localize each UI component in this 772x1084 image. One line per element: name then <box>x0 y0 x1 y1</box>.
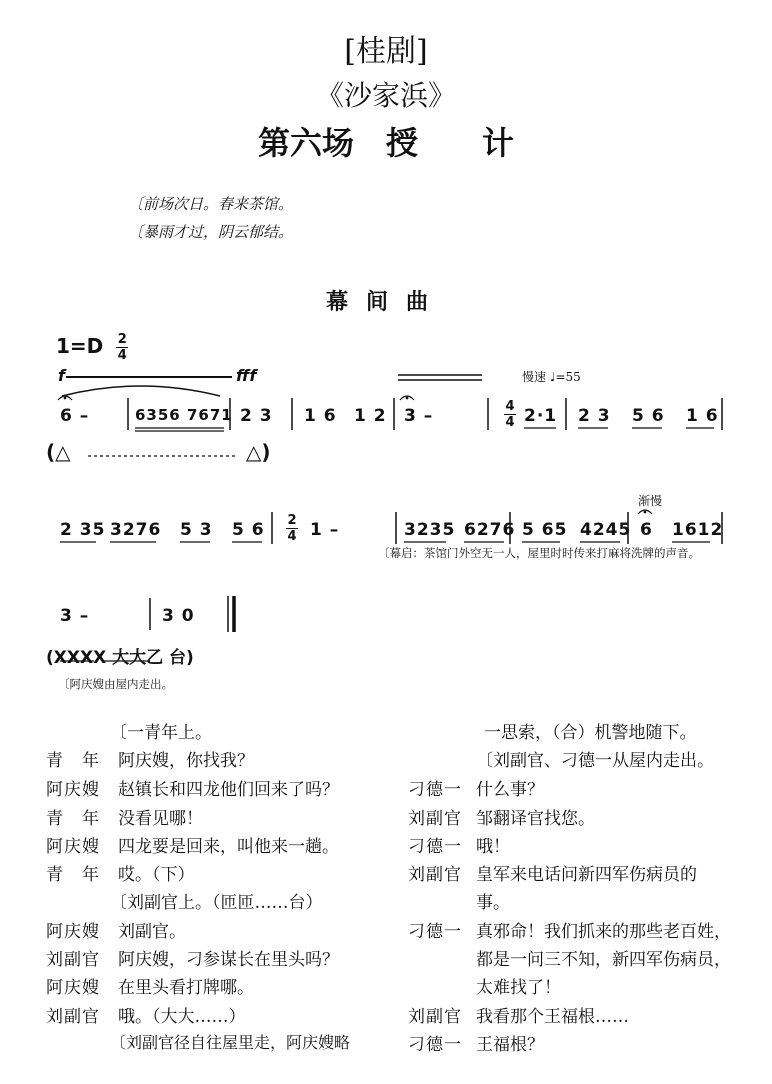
speaker-label: 青 年 <box>46 809 100 829</box>
stage-direction: 〔刘副官上。（匝匝……台） <box>110 893 323 913</box>
time-num: 2 <box>287 513 297 528</box>
dialogue-line: 太难找了！ <box>476 978 561 998</box>
speaker-label: 青 年 <box>46 751 100 771</box>
percussion-start: (△ <box>46 440 71 464</box>
score-note: 3 0 <box>162 606 195 626</box>
speaker-label: 刁德一 <box>408 780 462 800</box>
dialogue-line: 赵镇长和四龙他们回来了吗？ <box>118 780 339 800</box>
genre-label: [桂剧] <box>344 34 428 69</box>
score-note: 2 3 <box>578 406 611 426</box>
dialogue-line: 阿庆嫂，刁参谋长在里头吗？ <box>118 950 339 970</box>
speaker-label: 刁德一 <box>408 922 462 942</box>
dialogue-line: 事。 <box>476 893 510 913</box>
percussion-end: △) <box>246 440 271 464</box>
dialogue-line: 哦。（大大……） <box>118 1007 246 1027</box>
tempo-marking: 慢速 ♩=55 <box>522 370 581 384</box>
speaker-label: 阿庆嫂 <box>46 978 100 998</box>
score-note: 1 2 <box>354 406 387 426</box>
score-note: 6276 <box>464 520 516 540</box>
score-note: 3235 <box>404 520 456 540</box>
dialogue-line: 什么事？ <box>476 780 544 800</box>
time-den: 4 <box>117 348 127 363</box>
speaker-label: 青 年 <box>46 865 100 885</box>
percussion-pattern: (XXXX 大大乙 台) <box>46 648 194 668</box>
speaker-label: 刘副官 <box>46 1007 100 1027</box>
score-note: 2 35 <box>60 520 106 540</box>
stage-direction: 〔刘副官、刁德一从屋内走出。 <box>476 751 714 771</box>
dynamic-fff: fff <box>236 366 257 385</box>
score-note: 1612 <box>672 520 724 540</box>
speaker-label: 阿庆嫂 <box>46 780 100 800</box>
score-note: 2·1 <box>524 406 558 426</box>
score-note: 1 – <box>310 520 340 540</box>
score-note: 3276 <box>110 520 162 540</box>
scene-title: 第六场 授 计 <box>257 124 514 162</box>
speaker-label: 刁德一 <box>408 1035 462 1055</box>
dynamic-f: f <box>58 366 65 385</box>
key-label: 1=D <box>56 334 104 358</box>
dialogue-line: 我看那个王福根…… <box>476 1007 629 1027</box>
stage-note-1: 〔前场次日。春来茶馆。 <box>128 195 294 213</box>
speaker-label: 刘副官 <box>46 950 100 970</box>
stage-cue: 〔阿庆嫂由屋内走出。 <box>58 677 173 691</box>
time-den: 4 <box>505 415 515 430</box>
score-note: 5 3 <box>180 520 213 540</box>
stage-cue: 〔幕启：茶馆门外空无一人，屋里时时传来打麻将洗牌的声音。 <box>378 546 700 560</box>
score-note: 6356 7671 <box>135 406 233 424</box>
play-title: 《沙家浜》 <box>315 79 456 112</box>
score-note: 5 6 <box>232 520 265 540</box>
speaker-label: 刘副官 <box>408 1007 462 1027</box>
score-note: 3 – <box>404 406 434 426</box>
dialogue-line: 在里头看打牌哪。 <box>118 978 254 998</box>
score-note: 5 6 <box>632 406 665 426</box>
dialogue-line: 阿庆嫂，你找我？ <box>118 751 254 771</box>
speaker-label: 阿庆嫂 <box>46 837 100 857</box>
score-note: 5 65 <box>522 520 568 540</box>
time-den: 4 <box>287 529 297 544</box>
score-note: 4245 <box>580 520 632 540</box>
dialogue-line: 哎。（下） <box>118 865 195 885</box>
score-note: 3 – <box>60 606 90 626</box>
time-num: 2 <box>117 332 127 347</box>
speaker-label: 刘副官 <box>408 809 462 829</box>
score-note: 1 6 <box>304 406 337 426</box>
dialogue-line: 没看见哪！ <box>118 809 203 829</box>
dialogue-line: 哦！ <box>476 837 510 857</box>
speaker-label: 刘副官 <box>408 865 462 885</box>
speaker-label: 刁德一 <box>408 837 462 857</box>
score-note: 6 – <box>60 406 90 426</box>
dialogue-line: 皇军来电话问新四军伤病员的 <box>476 865 697 885</box>
time-num: 4 <box>505 399 515 414</box>
stage-direction: 〔刘副官径自往屋里走，阿庆嫂略 <box>110 1033 351 1052</box>
tempo-change-marking: 渐慢 <box>638 494 663 508</box>
score-note: 1 6 <box>686 406 719 426</box>
dialogue-line: 邹翻译官找您。 <box>476 809 595 829</box>
stage-note-2: 〔暴雨才过，阴云郁结。 <box>128 223 294 241</box>
score-note: 2 3 <box>240 406 273 426</box>
interlude-title: 幕间曲 <box>325 290 446 315</box>
dialogue-line: 四龙要是回来，叫他来一趟。 <box>118 837 339 857</box>
dialogue-line: 真邪命！我们抓来的那些老百姓， <box>476 922 731 942</box>
score-note: 6 <box>640 520 653 540</box>
speaker-label: 阿庆嫂 <box>46 922 100 942</box>
dialogue-line: 刘副官。 <box>118 922 186 942</box>
stage-direction: 一思索，（合）机警地随下。 <box>484 723 697 743</box>
dialogue-line: 都是一问三不知，新四军伤病员， <box>476 950 731 970</box>
stage-direction: 〔一青年上。 <box>110 723 212 743</box>
dialogue-line: 王福根？ <box>476 1035 544 1055</box>
